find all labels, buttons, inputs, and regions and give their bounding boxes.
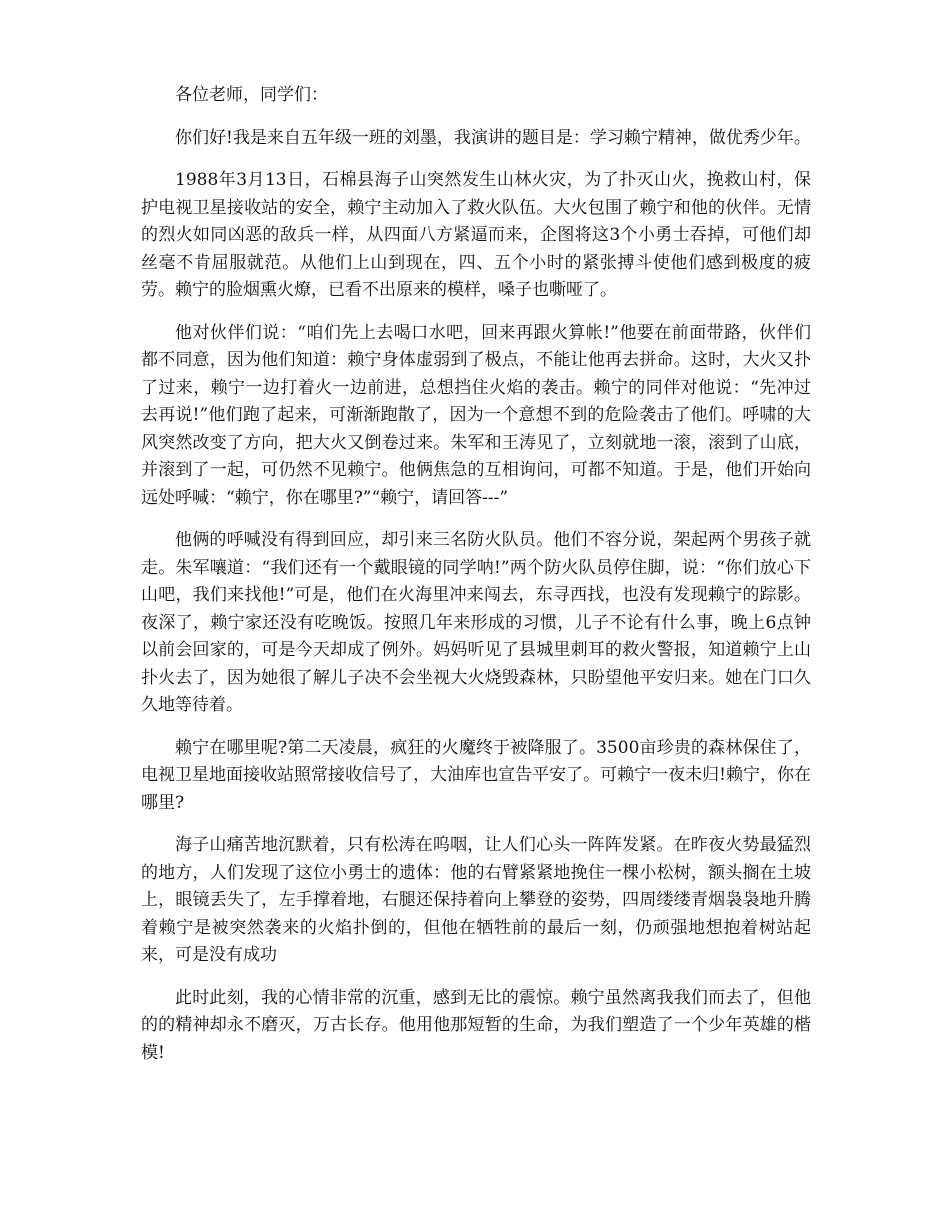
body-paragraph: 1988年3月13日，石棉县海子山突然发生山林火灾，为了扑灭山火，挽救山村，保护电视卫星接收站的安全，赖宁主动加入了救火队伍。大火包围了赖宁和他的伙伴。无情的烈火如同凶恶的敌兵一样，从四面八方紧逼而来，企图将这3个小勇士吞掉，可他们却丝毫不肯屈服就范。从他们上山到现在，四、五个小时的紧张搏斗使他们感到极度的疲劳。赖宁的脸烟熏火燎，已看不出原来的模样，嗓子也嘶哑了。 <box>141 170 811 300</box>
body-paragraph: 他俩的呼喊没有得到回应，却引来三名防火队员。他们不容分说，架起两个男孩子就走。朱军嚷道：“我们还有一个戴眼镜的同学呐!”两个防火队员停住脚，说：“你们放心下山吧，我们来找他!”可是，他们在火海里冲来闯去，东寻西找，也没有发现赖宁的踪影。夜深了，赖宁家还没有吃晚饭。按照几年来形成的习惯，儿子不论有什么事，晚上6点钟以前会回家的，可是今天却成了例外。妈妈听见了县城里刺耳的救火警报，知道赖宁上山扑火去了，因为她很了解儿子决不会坐视大火烧毁森林，只盼望他平安归来。她在门口久久地等待着。 <box>141 530 811 715</box>
document-body <box>141 82 811 1082</box>
salutation-paragraph: 各位老师，同学们： <box>175 85 328 105</box>
body-paragraph: 海子山痛苦地沉默着，只有松涛在呜咽，让人们心头一阵阵发紧。在昨夜火势最猛烈的地方，人们发现了这位小勇士的遗体：他的右臂紧紧地挽住一棵小松树，额头搁在土坡上，眼镜丢失了，左手撑着地，右腿还保持着向上攀登的姿势，四周缕缕青烟袅袅地升腾着赖宁是被突然袭来的火焰扑倒的，但他在牺牲前的最后一刻，仍顽强地想抱着树站起来，可是没有成功 <box>141 835 811 965</box>
intro-paragraph: 你们好!我是来自五年级一班的刘墨，我演讲的题目是：学习赖宁精神，做优秀少年。 <box>175 127 811 148</box>
body-paragraph: 赖宁在哪里呢?第二天凌晨，疯狂的火魔终于被降服了。3500亩珍贵的森林保住了，电视卫星地面接收站照常接收信号了，大油库也宣告平安了。可赖宁一夜未归!赖宁，你在哪里? <box>141 737 811 813</box>
closing-paragraph: 此时此刻，我的心情非常的沉重，感到无比的震惊。赖宁虽然离我我们而去了，但他的的精神却永不磨灭，万古长存。他用他那短暂的生命，为我们塑造了一个少年英雄的楷模! <box>141 987 811 1063</box>
body-paragraph: 他对伙伴们说：“咱们先上去喝口水吧，回来再跟火算帐!”他要在前面带路，伙伴们都不同意，因为他们知道：赖宁身体虚弱到了极点，不能让他再去拼命。这时，大火又扑了过来，赖宁一边打着火一边前进，总想挡住火焰的袭击。赖宁的同伴对他说：“先冲过去再说!”他们跑了起来，可渐渐跑散了，因为一个意想不到的危险袭击了他们。呼啸的大风突然改变了方向，把大火又倒卷过来。朱军和王涛见了，立刻就地一滚，滚到了山底，并滚到了一起，可仍然不见赖宁。他俩焦急的互相询问，可都不知道。于是，他们开始向远处呼喊：“赖宁，你在哪里?”“赖宁，请回答---” <box>141 322 811 508</box>
